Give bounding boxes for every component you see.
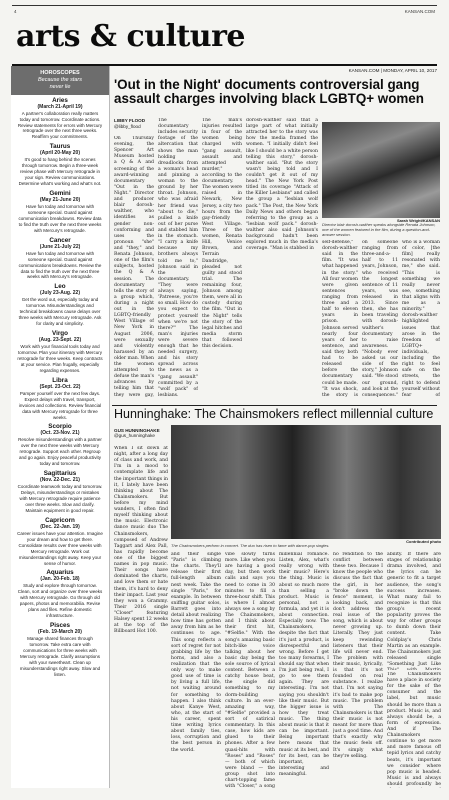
story1-column-3: The man's injuries resulted in four of the women being charged with "gang assault, assault and attempted murder," according to the documentary. The women were raised in Newark, New Jersey, a city two hours from the gay-friendly West Village. Three of the women, Renata Hill, Venice Brown, and Terrain Dandridge, pleaded not guilty and stood trial. The remaining four, Johnson among them, were all in custody during the film. "Out in the Night" tells the story of the legal hitches and media storm that followed this decision.	[202, 118, 242, 350]
horoscope-capricorn	[11, 515, 109, 568]
top-rule	[12, 5, 437, 6]
horoscope-leo	[11, 281, 109, 328]
sign-dates: (Jan. 20-Feb. 18)	[40, 576, 80, 583]
sign-name: Gemini	[49, 190, 71, 197]
sign-text: A partner's collaboration really matters today and tomorrow. Coordinate actions. Review statements for errors with Mercury retrograde over the next three weeks. Reaffirm your commitments.	[17, 110, 103, 140]
story2-column-7: The Chainsmokers have a place in society for the sake of the consumer and the label, but music should be more than a product. Music is, and always should be, a form of expression. And if The Chainsmokers continue to get more and more famous off tepid lyrics and catchy beats, it's important we consider where pop music is headed. Music is and always should profoundly be	[387, 672, 441, 787]
horoscope-sidebar	[11, 66, 110, 788]
story1-column-5: self-defense," dorosh-walther said in the film. "It was what happened in the story." All four women were given sentences ranging from three and a half to eleven years in prison. Johnson served nearly four years of her sentence, and said they both had to be released before the documentary could be made. "It was shock, the story is	[322, 240, 358, 398]
story2-byline	[114, 428, 168, 438]
horoscope-subtitle-1: Because the stars	[37, 76, 83, 83]
section-rule	[112, 405, 437, 406]
horoscope-gemini	[11, 188, 109, 235]
story2-column-6: ability. If there are stages of relationship drama involved, and the lyrics can be generic to fit a target audience, the song's success increases. What many fail to recognize is that this group's recent popularity proves the way for other groups to dumb down their content. Take Coldplay's Chris Martin as an example. The Chainsmokers just released single "Something Just Like	[387, 552, 441, 667]
horoscope-subtitle-2: never lie	[49, 83, 71, 90]
sign-name: Leo	[54, 283, 66, 291]
sign-dates: (April 20-May 20)	[39, 150, 80, 157]
story1-byline	[114, 118, 152, 130]
story1-column-6: on someone ranging from three-and-a-half to 11 years, Johnson, who received the longest sentence of 11 years, was released in 2013. Since then, she has been traveling with dorosh-walther's documentary to raise awareness. "Nobody ever asked us our side of the story," Johnson said. "We stood our ground, and look at the consequences."	[362, 240, 398, 398]
sign-name: Sagittarius	[43, 470, 77, 478]
horoscope-aquarius	[11, 567, 109, 620]
sign-dates: (Feb. 19-March 20)	[38, 629, 82, 636]
sign-dates: (Dec. 22-Jan. 19)	[40, 523, 80, 530]
story2-photo	[171, 425, 441, 539]
sign-dates: (Nov. 22-Dec. 21)	[40, 477, 80, 484]
story2-author: GUS HUNNINGHAKE	[114, 428, 160, 433]
sign-text: Have fun today and tomorrow with someone special. Guard against communication breakdowns. Review data to find the truth over the next three weeks with Mercury's retrograde.	[18, 204, 102, 233]
horoscope-list	[11, 95, 109, 679]
horoscope-libra	[11, 375, 109, 422]
horoscope-virgo	[11, 328, 109, 375]
horoscope-scorpio	[11, 421, 109, 468]
story2-column-4: millennial romance. Listen, Alex, what's really wrong with their music? Here's the thing. Music is about so much more than selling a product. Music is personal, not a formula, and yet it is about connection. Especially now. The Chainsmokers, despite the fact that it's just a product, is disrespectful and wrong. Before I get too many forearms, I should say that when I'm just being real, I go to see them again. They are interesting. I'm not saying you shouldn't like their music. But the bigger issue is how they treat music. The thing about music is that it can be important. Being important here means that music at its best, and for its best, can be important, interesting and meaningful.	[279, 552, 329, 777]
sign-dates: (July 23-Aug. 22)	[39, 290, 80, 297]
sign-name: Virgo	[52, 330, 68, 338]
sign-name: Scorpio	[48, 423, 72, 431]
sign-text: Study and explore through tomorrow. Clean, sort and organize over three weeks with Mercury retrograde. Go through old papers, photos and memorabilia. Revise plans and files. Refine domestic infrastructure.	[17, 583, 103, 619]
story1-column-2: The documentary includes security footage of the altercation that shows the man holding dreadlocks from a woman's head and pinning a woman to the ground by her throat. Johnson, who was afraid her friend was "about to die," pulled a knife out of her purse and stabbed him in the stomach. "I carry a knife because my brothers always told me to," Johnson said in the documentary. "They were always saying, 'Patreese, you're so small. How do you expect to protect yourself when we're not there?'" The man's injuries were severe enough that he needed surgery, and his story spread across the news as a "gang assault" committed by a "wolf pack" of lesbians.	[158, 118, 198, 398]
horoscope-title: HOROSCOPES	[40, 70, 80, 76]
page-number: 4	[14, 9, 17, 14]
story1-photo-caption: Director blair dorosh-walther speaks alongside Renata Johnson, one of the women featured in the film, during a question-and-answer session.	[322, 222, 436, 238]
sign-name: Libra	[52, 376, 68, 384]
story1-column-4: dorosh-walther said that a large part of what initially attracted her to the story was how the media framed the women. "I initially didn't feel like I should be a white person telling this story," dorosh-walther said. "But the story wasn't being told and I couldn't get it out of my head." The New York Post titled its coverage "Attack of the Killer Lesbians" and called the group a "lesbian wolf pack." The Post, the New York Daily News and others began referring to the group as a "lesbian wolf pack." dorosh-walther also said Johnson's background hadn't been explored much in the media's coverage. "Man is stabbed in	[246, 118, 318, 252]
story2-column-2: and their single "Paris" is climbing the charts. They'll release their first full-length album next week. Take the single "Paris," for example. In between sniffing guitar solos, Barrett goes into detail about realizing how time has gotten away from him as he continues to age. This song reflects a sort of regret for not grabbing life by the horns, and also a realization that the only way to make good use of time is by living a full life, not waiting around for something to happen. I also think about Kanye West, who, at the start of his career, spent time writing lyrics about family ties, loss, corruption and the best person in the world.	[171, 552, 221, 753]
horoscope-pisces	[11, 620, 109, 679]
site-name: KANSAN.COM	[404, 9, 435, 14]
horoscope-sagittarius	[11, 468, 109, 515]
story2-column-1: When I sit down at night, after a long day of class and work, and I'm in a mood to contemplate life and the important things in it, I lately have been thinking about The Chainsmokers. But before my mind wanders, I often find myself thinking about the music. Electronic dance music duo The Chainsmokers, composed of Andrew Taggart and Alex Pall, has rapidly become one of the biggest names in pop music. Their songs have dominated the charts, and love them or hate them, it's hard to deny their impact. Last year they won a Grammy. Their 2016 single "Closer" featuring Halsey spent 12 weeks at the top of the Billboard Hot 100.	[114, 446, 168, 635]
horoscope-aries	[11, 95, 109, 142]
sign-name: Pisces	[50, 622, 70, 630]
sign-name: Aquarius	[46, 569, 74, 577]
story1-photo	[322, 122, 440, 218]
horoscope-cancer	[11, 235, 109, 282]
sign-text: Work with your financial tools today and tomorrow. Plan your itinerary with Mercury retrograde for three weeks. Keep contracts at your service. Plan frugally, especially regarding expenses.	[17, 344, 103, 373]
story1-column-1: On Thursday evening, the Spencer Art Museum hosted a Q & A and screening of the award-winning documentary "Out in the Night." Director and producer blair dorosh-walther, who identifies as gender non-conforming and uses the pronoun "she" and "they," and Renata Johnson, one of the film's subjects, hosted the Q & A session. The documentary tells the story of a group which, during a night out in the LGBTQ-friendly West Village of New York in August 2006, were sexually and violently harassed by an older man. When the women attempted to defuse the man's advances by telling him that they were gay,	[114, 136, 154, 398]
story2-author-handle: @gus_hunninghake	[114, 433, 155, 438]
sign-dates: (March 21-April 19)	[37, 103, 83, 110]
sign-dates: (Aug. 23-Sept. 22)	[38, 337, 82, 344]
sign-dates: (June 21-July 22)	[39, 243, 81, 250]
story1-headline: 'Out in the Night' documents controversial gang assault charges involving black LGBTQ+ women	[114, 77, 424, 107]
sign-dates: (Oct. 23-Nov. 21)	[40, 430, 80, 437]
horoscope-taurus	[11, 141, 109, 188]
sign-text: Manage shared finances through tomorrow. Take extra care with communications for three weeks with Mercury retrograde. Clarify assumptions with your sweetheart. Clean up misunderstandings right away. Slow and listen.	[19, 636, 101, 677]
story1-column-7: who is a woman of color, [the film] really resonated with me," she said. "This is something we really never see, something that aligns with me as a minority." dorosh-walther highlighted issues that arose in the freedom of LGBTQ+ individuals, including the right to feel safe on the streets, the right to defend yourself without fear of	[402, 240, 440, 398]
sign-dates: (Sept. 23-Oct. 22)	[39, 383, 81, 390]
sign-name: Cancer	[49, 236, 71, 244]
sign-text: Resolve misunderstandings with a partner over the next three weeks with Mercury retrograde. Support each other. Regroup and go again. Enjoy peaceful productivity today and tomorrow.	[18, 437, 102, 467]
sign-text: Career issues have your attention. Imagine your dream and how to get there. Consolidate results over three weeks with Mercury retrograde. Work out misunderstandings right away. Keep your sense of humor.	[17, 530, 103, 566]
sign-text: Pamper yourself over the next few days. Expect delays with travel, transport, invoices and collections. Review financial data with Mercury retrograde for three weeks.	[18, 390, 102, 420]
sign-name: Aries	[52, 96, 68, 104]
story2-headline: Hunninghake: The Chainsmokers reflect millennial culture	[114, 407, 434, 421]
sign-name: Taurus	[49, 143, 71, 151]
sign-dates: (May 21-June 20)	[39, 197, 81, 203]
story1-author-handle: @libby_flood	[114, 123, 141, 129]
story1-photo-credit: Sarah Wright/KANSAN	[396, 218, 440, 223]
dateline: KANSAN.COM | MONDAY, APRIL 10, 2017	[348, 68, 437, 73]
sign-text: Get the word out, especially today and tomorrow. Misunderstandings and technical breakdowns cause delays over three weeks with Mercury retrograde. Ask for clarity and simplicity.	[18, 297, 102, 327]
story2-photo-credit: Contributed photo	[406, 539, 441, 544]
sign-text: Have fun today and tomorrow with someone special. Guard against communications breakdowns. Review the data to find the truth over the next three weeks with Mercury's retrograde.	[18, 250, 102, 280]
sign-name: Capricorn	[45, 516, 75, 524]
story1-author: LIBBY FLOOD	[114, 118, 146, 123]
story2-column-3: vibe slowly turns more. Like when you are having a good day, but then work calls and says you need to come in 30 minutes to fill a three-hour shift. This is where I almost always see a song by The Chainsmokers, and I think about their first hit, "#Selfie." With the song's amazing basic bitch-like voice talking about her basic day being the sole source of lyrical content. Between a catchy house beat, the single did something to my dorm-building culture. In an ever-amazing way, "#Selfie" provided a sort of satirical commentary. In this case, how kids are glued to their phones. After a few quasi-hits with "Roses" and "Roses" — both of which were bland — the group shot into chart-topping fame with "Closer," a song	[225, 552, 275, 788]
sign-text: Coordinate teamwork today and tomorrow. Delays, misunderstandings or mistakes with Mercury retrograde require patience over three weeks. Slow and clarify. Maintain equipment in good repair.	[17, 484, 103, 513]
story2-photo-caption: The Chainsmokers perform in concert. The duo has risen to fame with dance-pop singles.	[171, 543, 330, 548]
section-masthead: arts & culture	[16, 19, 246, 54]
sign-text: It's good to hang behind the scenes through tomorrow. Begin a three-week review phase with Mercury retrograde in your sign. Review communications. Determine what's working and what's not.	[18, 157, 102, 187]
horoscope-header	[11, 66, 109, 95]
story2-column-5: no rendition to the conflict between these two. Because I know the people who discuss the fact that the girl, in her "broke down the fence" moment, is looking back, and don't address the real issue of the song, which is about never growing up. Literally. They just keep rewinding listeners that their life will never end. The problem with their music, lyrically, is that it's not founded on real substance. I realize that. I'm not saying it's bad to make pop music. The problem with The Chainsmokers is that their music is not meant for more than just a good time. And that's exactly why the music feels off. It's simply what they're selling.	[333, 552, 383, 759]
